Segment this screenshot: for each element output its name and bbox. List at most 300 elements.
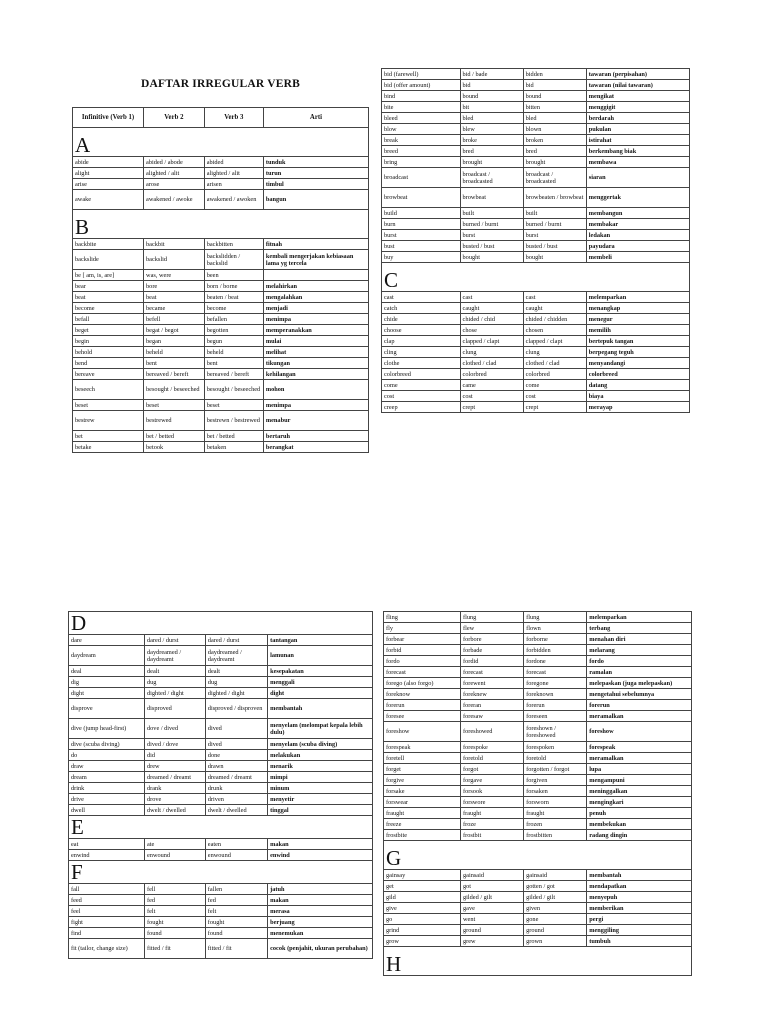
arti-cell: melihat — [263, 347, 368, 358]
section-letter: E — [69, 816, 373, 839]
infinitive-cell: get — [384, 881, 461, 892]
table-row — [384, 700, 692, 711]
table-row — [73, 431, 369, 442]
table-row — [73, 303, 369, 314]
verb2-cell: did — [145, 750, 206, 761]
arti-cell: membantah — [587, 870, 692, 881]
arti-cell: fitnah — [263, 239, 368, 250]
column-header: Verb 3 — [204, 108, 263, 128]
verb3-cell: dwelt / dwelled — [205, 805, 267, 816]
section-letter-row — [384, 841, 692, 870]
verb2-cell: fitted / fit — [145, 939, 206, 959]
table-row — [69, 783, 373, 794]
infinitive-cell: bend — [73, 358, 144, 369]
infinitive-cell: choose — [382, 325, 461, 336]
verb2-cell: ground — [461, 925, 524, 936]
table-row — [382, 369, 690, 380]
arti-cell: istirahat — [586, 135, 689, 146]
table-row — [384, 623, 692, 634]
table-row — [384, 634, 692, 645]
infinitive-cell: disprove — [69, 699, 145, 719]
infinitive-cell: clothe — [382, 358, 461, 369]
verb3-cell: gone — [524, 914, 587, 925]
verb3-cell: fought — [205, 917, 267, 928]
arti-cell: menggiling — [587, 925, 692, 936]
arti-cell: meramalkan — [587, 711, 692, 722]
verb2-cell: clung — [460, 347, 523, 358]
verb2-cell: bit — [460, 102, 523, 113]
verb2-cell: dived / dove — [145, 739, 206, 750]
table-row — [69, 928, 373, 939]
table-row — [384, 667, 692, 678]
table-row — [69, 646, 373, 666]
verb2-cell: forsook — [461, 786, 524, 797]
table-row — [382, 124, 690, 135]
arti-cell: membangun — [586, 208, 689, 219]
infinitive-cell: cling — [382, 347, 461, 358]
verb3-cell: forborne — [524, 634, 587, 645]
arti-cell: meramalkan — [587, 753, 692, 764]
verb2-cell: dreamed / dreamt — [145, 772, 206, 783]
table-row — [73, 190, 369, 210]
infinitive-cell: grow — [384, 936, 461, 947]
verb3-cell: besought / beseeched — [204, 380, 263, 400]
verb3-cell: dreamed / dreamt — [205, 772, 267, 783]
verb2-cell: dared / durst — [145, 635, 206, 646]
table-row — [73, 292, 369, 303]
infinitive-cell: broadcast — [382, 168, 461, 188]
infinitive-cell: burn — [382, 219, 461, 230]
infinitive-cell: alight — [73, 168, 144, 179]
infinitive-cell: grind — [384, 925, 461, 936]
verb3-cell: bent — [204, 358, 263, 369]
infinitive-cell: cast — [382, 292, 461, 303]
table-row — [69, 688, 373, 699]
arti-cell: meninggalkan — [587, 786, 692, 797]
arti-cell: tinggal — [268, 805, 373, 816]
verb3-cell: born / borne — [204, 281, 263, 292]
verb3-cell: beset — [204, 400, 263, 411]
verb3-cell: fordone — [524, 656, 587, 667]
verb2-cell: broke — [460, 135, 523, 146]
page-panel-top-left — [72, 64, 369, 480]
infinitive-cell: burst — [382, 230, 461, 241]
verb3-cell: befallen — [204, 314, 263, 325]
arti-cell: colorbreed — [586, 369, 689, 380]
table-row — [382, 358, 690, 369]
arti-cell: tunduk — [263, 157, 368, 168]
verb2-cell: gave — [461, 903, 524, 914]
verb2-cell: beat — [144, 292, 205, 303]
table-row — [384, 786, 692, 797]
table-row — [384, 656, 692, 667]
infinitive-cell: creep — [382, 402, 461, 413]
table-row — [69, 839, 373, 850]
verb3-cell: dared / durst — [205, 635, 267, 646]
verb2-cell: forbore — [461, 634, 524, 645]
arti-cell: menabur — [263, 411, 368, 431]
verb2-cell: fordid — [461, 656, 524, 667]
verb2-cell: bid / bade — [460, 69, 523, 80]
verb3-cell: forgotten / forgot — [524, 764, 587, 775]
verb2-cell: arose — [144, 179, 205, 190]
table-row — [382, 80, 690, 91]
arti-cell: forespeak — [587, 742, 692, 753]
table-row — [384, 722, 692, 742]
table-row — [384, 819, 692, 830]
verb2-cell: went — [461, 914, 524, 925]
verb3-cell: gilded / gilt — [524, 892, 587, 903]
verb2-cell: clapped / clapt — [460, 336, 523, 347]
table-row — [73, 314, 369, 325]
table-row — [73, 347, 369, 358]
table-row — [73, 411, 369, 431]
verb2-cell: frostbit — [461, 830, 524, 841]
arti-cell: memperanakkan — [263, 325, 368, 336]
table-row — [69, 884, 373, 895]
table-row — [69, 917, 373, 928]
infinitive-cell: foresee — [384, 711, 461, 722]
arti-cell: siaran — [586, 168, 689, 188]
arti-cell: menyelam (scuba diving) — [268, 739, 373, 750]
infinitive-cell: deal — [69, 666, 145, 677]
arti-cell: mengikat — [586, 91, 689, 102]
table-row — [382, 402, 690, 413]
arti-cell: tikungan — [263, 358, 368, 369]
infinitive-cell: do — [69, 750, 145, 761]
arti-cell: melemparkan — [586, 292, 689, 303]
arti-cell: biaya — [586, 391, 689, 402]
infinitive-cell: foreshow — [384, 722, 461, 742]
arti-cell: menyelam (melompat kepala lebih dulu) — [268, 719, 373, 739]
infinitive-cell: gild — [384, 892, 461, 903]
verb2-cell: built — [460, 208, 523, 219]
table-row — [384, 797, 692, 808]
verb2-cell: bent — [144, 358, 205, 369]
infinitive-cell: cost — [382, 391, 461, 402]
verb3-cell: foreshown / foreshowed — [524, 722, 587, 742]
infinitive-cell: dig — [69, 677, 145, 688]
arti-cell: menimpa — [263, 314, 368, 325]
verb2-cell: forgave — [461, 775, 524, 786]
verb2-cell: got — [461, 881, 524, 892]
verb3-cell: bitten — [523, 102, 586, 113]
verb3-cell: bled — [523, 113, 586, 124]
verb3-cell: begotten — [204, 325, 263, 336]
verb3-cell: grown — [524, 936, 587, 947]
verb2-cell: foreknew — [461, 689, 524, 700]
infinitive-cell: backbite — [73, 239, 144, 250]
verb3-cell: dug — [205, 677, 267, 688]
verb2-cell: grew — [461, 936, 524, 947]
table-row — [69, 739, 373, 750]
verb3-cell: forespoken — [524, 742, 587, 753]
infinitive-cell: feel — [69, 906, 145, 917]
infinitive-cell: begin — [73, 336, 144, 347]
verb3-cell: been — [204, 270, 263, 281]
verb2-cell: dwelt / dwelled — [145, 805, 206, 816]
arti-cell: ramalan — [587, 667, 692, 678]
infinitive-cell: forsake — [384, 786, 461, 797]
verb2-cell: drove — [145, 794, 206, 805]
verb2-cell: dealt — [145, 666, 206, 677]
verb3-cell: chosen — [523, 325, 586, 336]
table-row — [69, 939, 373, 959]
section-letter: G — [384, 841, 692, 870]
table-row — [382, 91, 690, 102]
verb2-cell: burned / burnt — [460, 219, 523, 230]
verb3-cell: frozen — [524, 819, 587, 830]
arti-cell: menangkap — [586, 303, 689, 314]
verb3-cell: foreknown — [524, 689, 587, 700]
verb3-cell: built — [523, 208, 586, 219]
verb2-cell: chose — [460, 325, 523, 336]
table-row — [69, 666, 373, 677]
arti-cell: menahan diri — [587, 634, 692, 645]
verb2-cell: befell — [144, 314, 205, 325]
verb3-cell: abided — [204, 157, 263, 168]
section-letter: C — [382, 263, 690, 292]
table-row — [382, 157, 690, 168]
infinitive-cell: build — [382, 208, 461, 219]
verb2-cell: caught — [460, 303, 523, 314]
verb2-cell: became — [144, 303, 205, 314]
infinitive-cell: bite — [382, 102, 461, 113]
verb3-cell: alighted / alit — [204, 168, 263, 179]
verb3-cell: colorbred — [523, 369, 586, 380]
verb3-cell: foregone — [524, 678, 587, 689]
verb3-cell: blown — [523, 124, 586, 135]
verb2-cell: drank — [145, 783, 206, 794]
arti-cell: berdarah — [586, 113, 689, 124]
verb3-cell: done — [205, 750, 267, 761]
arti-cell: pergi — [587, 914, 692, 925]
arti-cell: payudara — [586, 241, 689, 252]
infinitive-cell: browbeat — [382, 188, 461, 208]
arti-cell: mendapatkan — [587, 881, 692, 892]
verb2-cell: ate — [145, 839, 206, 850]
infinitive-cell: abide — [73, 157, 144, 168]
verb3-cell: crept — [523, 402, 586, 413]
verb2-cell: fell — [145, 884, 206, 895]
table-row — [382, 325, 690, 336]
verb2-cell: forewent — [461, 678, 524, 689]
arti-cell: berkembang biak — [586, 146, 689, 157]
table-row — [382, 230, 690, 241]
arti-cell: menarik — [268, 761, 373, 772]
verb2-cell: bid — [460, 80, 523, 91]
verb2-cell: chided / chid — [460, 314, 523, 325]
table-row — [73, 270, 369, 281]
verb3-cell: drawn — [205, 761, 267, 772]
verb2-cell: gainsaid — [461, 870, 524, 881]
verb2-cell: backslid — [144, 250, 205, 270]
arti-cell: memberikan — [587, 903, 692, 914]
infinitive-cell: forespeak — [384, 742, 461, 753]
table-row — [382, 188, 690, 208]
verb2-cell: foreran — [461, 700, 524, 711]
arti-cell: makan — [268, 839, 373, 850]
verb2-cell: colorbred — [460, 369, 523, 380]
arti-cell: menegur — [586, 314, 689, 325]
infinitive-cell: give — [384, 903, 461, 914]
arti-cell: berpegang teguh — [586, 347, 689, 358]
verb3-cell: fitted / fit — [205, 939, 267, 959]
verb3-cell: bid — [523, 80, 586, 91]
table-row — [384, 925, 692, 936]
arti-cell: minum — [268, 783, 373, 794]
table-row — [73, 358, 369, 369]
table-row — [384, 764, 692, 775]
arti-cell: mulai — [263, 336, 368, 347]
infinitive-cell: arise — [73, 179, 144, 190]
table-row — [382, 391, 690, 402]
verb3-cell: found — [205, 928, 267, 939]
infinitive-cell: fit (tailor, change size) — [69, 939, 145, 959]
section-letter: D — [69, 612, 373, 635]
verb3-cell: brought — [523, 157, 586, 168]
infinitive-cell: feed — [69, 895, 145, 906]
arti-cell: membakar — [586, 219, 689, 230]
verb2-cell: forecast — [461, 667, 524, 678]
verb3-cell: gainsaid — [524, 870, 587, 881]
verb3-cell: bred — [523, 146, 586, 157]
table-row — [384, 711, 692, 722]
arti-cell: merayap — [586, 402, 689, 413]
arti-cell: melahirkan — [263, 281, 368, 292]
verb3-cell: caught — [523, 303, 586, 314]
infinitive-cell: catch — [382, 303, 461, 314]
verb2-cell: forespoke — [461, 742, 524, 753]
infinitive-cell: buy — [382, 252, 461, 263]
verb2-cell: found — [145, 928, 206, 939]
table-row — [69, 772, 373, 783]
table-row — [384, 689, 692, 700]
arti-cell: makan — [268, 895, 373, 906]
table-row — [73, 325, 369, 336]
verb-table — [383, 611, 692, 976]
arti-cell: bertaruh — [263, 431, 368, 442]
verb2-cell: cast — [460, 292, 523, 303]
column-header: Arti — [263, 108, 368, 128]
table-row — [382, 113, 690, 124]
verb-table — [72, 107, 369, 453]
table-row — [73, 250, 369, 270]
verb2-cell: bore — [144, 281, 205, 292]
verb3-cell: clapped / clapt — [523, 336, 586, 347]
infinitive-cell: awake — [73, 190, 144, 210]
section-letter-row — [69, 861, 373, 884]
infinitive-cell: dare — [69, 635, 145, 646]
verb2-cell: flew — [461, 623, 524, 634]
infinitive-cell: forego (also forgo) — [384, 678, 461, 689]
column-header: Infinitive (Verb 1) — [73, 108, 144, 128]
arti-cell: pukulan — [586, 124, 689, 135]
infinitive-cell: dwell — [69, 805, 145, 816]
table-row — [384, 753, 692, 764]
infinitive-cell: bind — [382, 91, 461, 102]
table-row — [384, 742, 692, 753]
table-row — [69, 794, 373, 805]
verb2-cell: burst — [460, 230, 523, 241]
verb3-cell: betaken — [204, 442, 263, 453]
infinitive-cell: beseech — [73, 380, 144, 400]
infinitive-cell: beat — [73, 292, 144, 303]
table-row — [73, 369, 369, 380]
table-row — [384, 678, 692, 689]
arti-cell: melepaskan (juga melepaskan) — [587, 678, 692, 689]
verb2-cell: broadcast / broadcasted — [460, 168, 523, 188]
verb2-cell: foretold — [461, 753, 524, 764]
verb3-cell: dived — [205, 719, 267, 739]
infinitive-cell: bid (farewell) — [382, 69, 461, 80]
table-row — [73, 239, 369, 250]
table-row — [382, 314, 690, 325]
arti-cell: mengingkari — [587, 797, 692, 808]
table-row — [382, 168, 690, 188]
arti-cell: membawa — [586, 157, 689, 168]
infinitive-cell: bestrew — [73, 411, 144, 431]
arti-cell: terbang — [587, 623, 692, 634]
arti-cell: mengampuni — [587, 775, 692, 786]
infinitive-cell: clap — [382, 336, 461, 347]
infinitive-cell: beget — [73, 325, 144, 336]
verb3-cell: burned / burnt — [523, 219, 586, 230]
verb2-cell: began — [144, 336, 205, 347]
verb2-cell: browbeat — [460, 188, 523, 208]
verb3-cell: bound — [523, 91, 586, 102]
page-panel-bottom-right — [383, 611, 692, 1024]
verb3-cell: eaten — [205, 839, 267, 850]
table-row — [382, 135, 690, 146]
arti-cell: tumbuh — [587, 936, 692, 947]
infinitive-cell: bring — [382, 157, 461, 168]
verb2-cell: forgot — [461, 764, 524, 775]
verb3-cell: beaten / beat — [204, 292, 263, 303]
verb2-cell: felt — [145, 906, 206, 917]
infinitive-cell: fling — [384, 612, 461, 623]
table-row — [69, 906, 373, 917]
verb3-cell: become — [204, 303, 263, 314]
table-row — [69, 635, 373, 646]
verb-table — [381, 68, 690, 413]
infinitive-cell: foretell — [384, 753, 461, 764]
arti-cell: membeli — [586, 252, 689, 263]
section-letter-row — [384, 947, 692, 976]
infinitive-cell: bear — [73, 281, 144, 292]
verb3-cell: forerun — [524, 700, 587, 711]
verb3-cell: clung — [523, 347, 586, 358]
infinitive-cell: bereave — [73, 369, 144, 380]
arti-cell: tawaran (perpisahan) — [586, 69, 689, 80]
verb2-cell: busted / bust — [460, 241, 523, 252]
verb3-cell: chided / chidden — [523, 314, 586, 325]
infinitive-cell: fall — [69, 884, 145, 895]
verb3-cell: forsworn — [524, 797, 587, 808]
verb2-cell: bought — [460, 252, 523, 263]
verb3-cell: forbidden — [524, 645, 587, 656]
verb3-cell: forgiven — [524, 775, 587, 786]
arti-cell: melakukan — [268, 750, 373, 761]
verb2-cell: foreshowed — [461, 722, 524, 742]
infinitive-cell: bust — [382, 241, 461, 252]
table-row — [384, 870, 692, 881]
verb2-cell: abided / abode — [144, 157, 205, 168]
verb3-cell: busted / bust — [523, 241, 586, 252]
section-letter-row — [73, 210, 369, 239]
table-row — [69, 719, 373, 739]
verb2-cell: dove / dived — [145, 719, 206, 739]
